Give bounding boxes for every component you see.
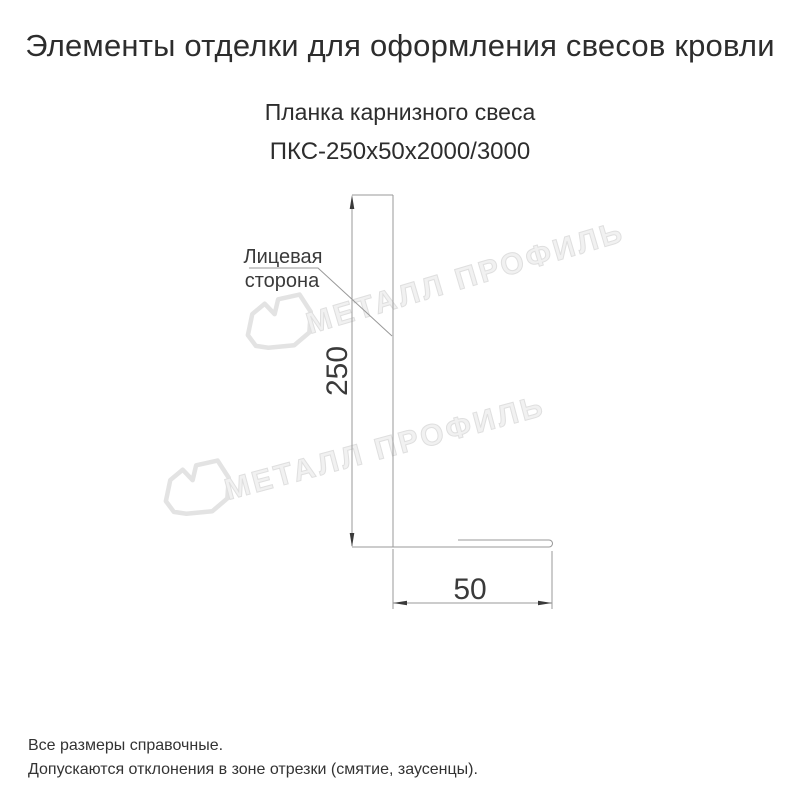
watermark-brand-text: МЕТАЛЛ ПРОФИЛЬ: [302, 215, 629, 341]
profile-hem-fold-cap: [549, 540, 553, 547]
product-name: Планка карнизного свеса: [264, 99, 536, 125]
metall-profil-logo-icon: [242, 293, 316, 353]
arrow-right-icon: [538, 601, 552, 606]
dimension-height-value: 250: [321, 345, 354, 397]
dimension-height: [321, 195, 393, 547]
face-side-label-line1: Лицевая: [243, 246, 323, 268]
arrow-down-icon: [350, 533, 355, 547]
dimension-width-value: 50: [453, 573, 487, 606]
footnote-line-2: Допускаются отклонения в зоне отрезки (смятие, заусенцы).: [28, 761, 478, 778]
page-title: Элементы отделки для оформления свесов кровли: [25, 28, 775, 63]
footnote-line-1: Все размеры справочные.: [28, 737, 224, 754]
face-side-label-line2: сторона: [244, 270, 320, 292]
watermark-lower: [160, 389, 548, 518]
footnotes: [28, 734, 478, 782]
product-sku: ПКС-250х50х2000/3000: [269, 138, 531, 165]
metall-profil-logo-icon: [160, 459, 234, 519]
arrow-left-icon: [393, 601, 407, 606]
watermark-brand-text: МЕТАЛЛ ПРОФИЛЬ: [221, 389, 549, 507]
dimension-width: [393, 549, 552, 609]
arrow-up-icon: [350, 195, 355, 209]
